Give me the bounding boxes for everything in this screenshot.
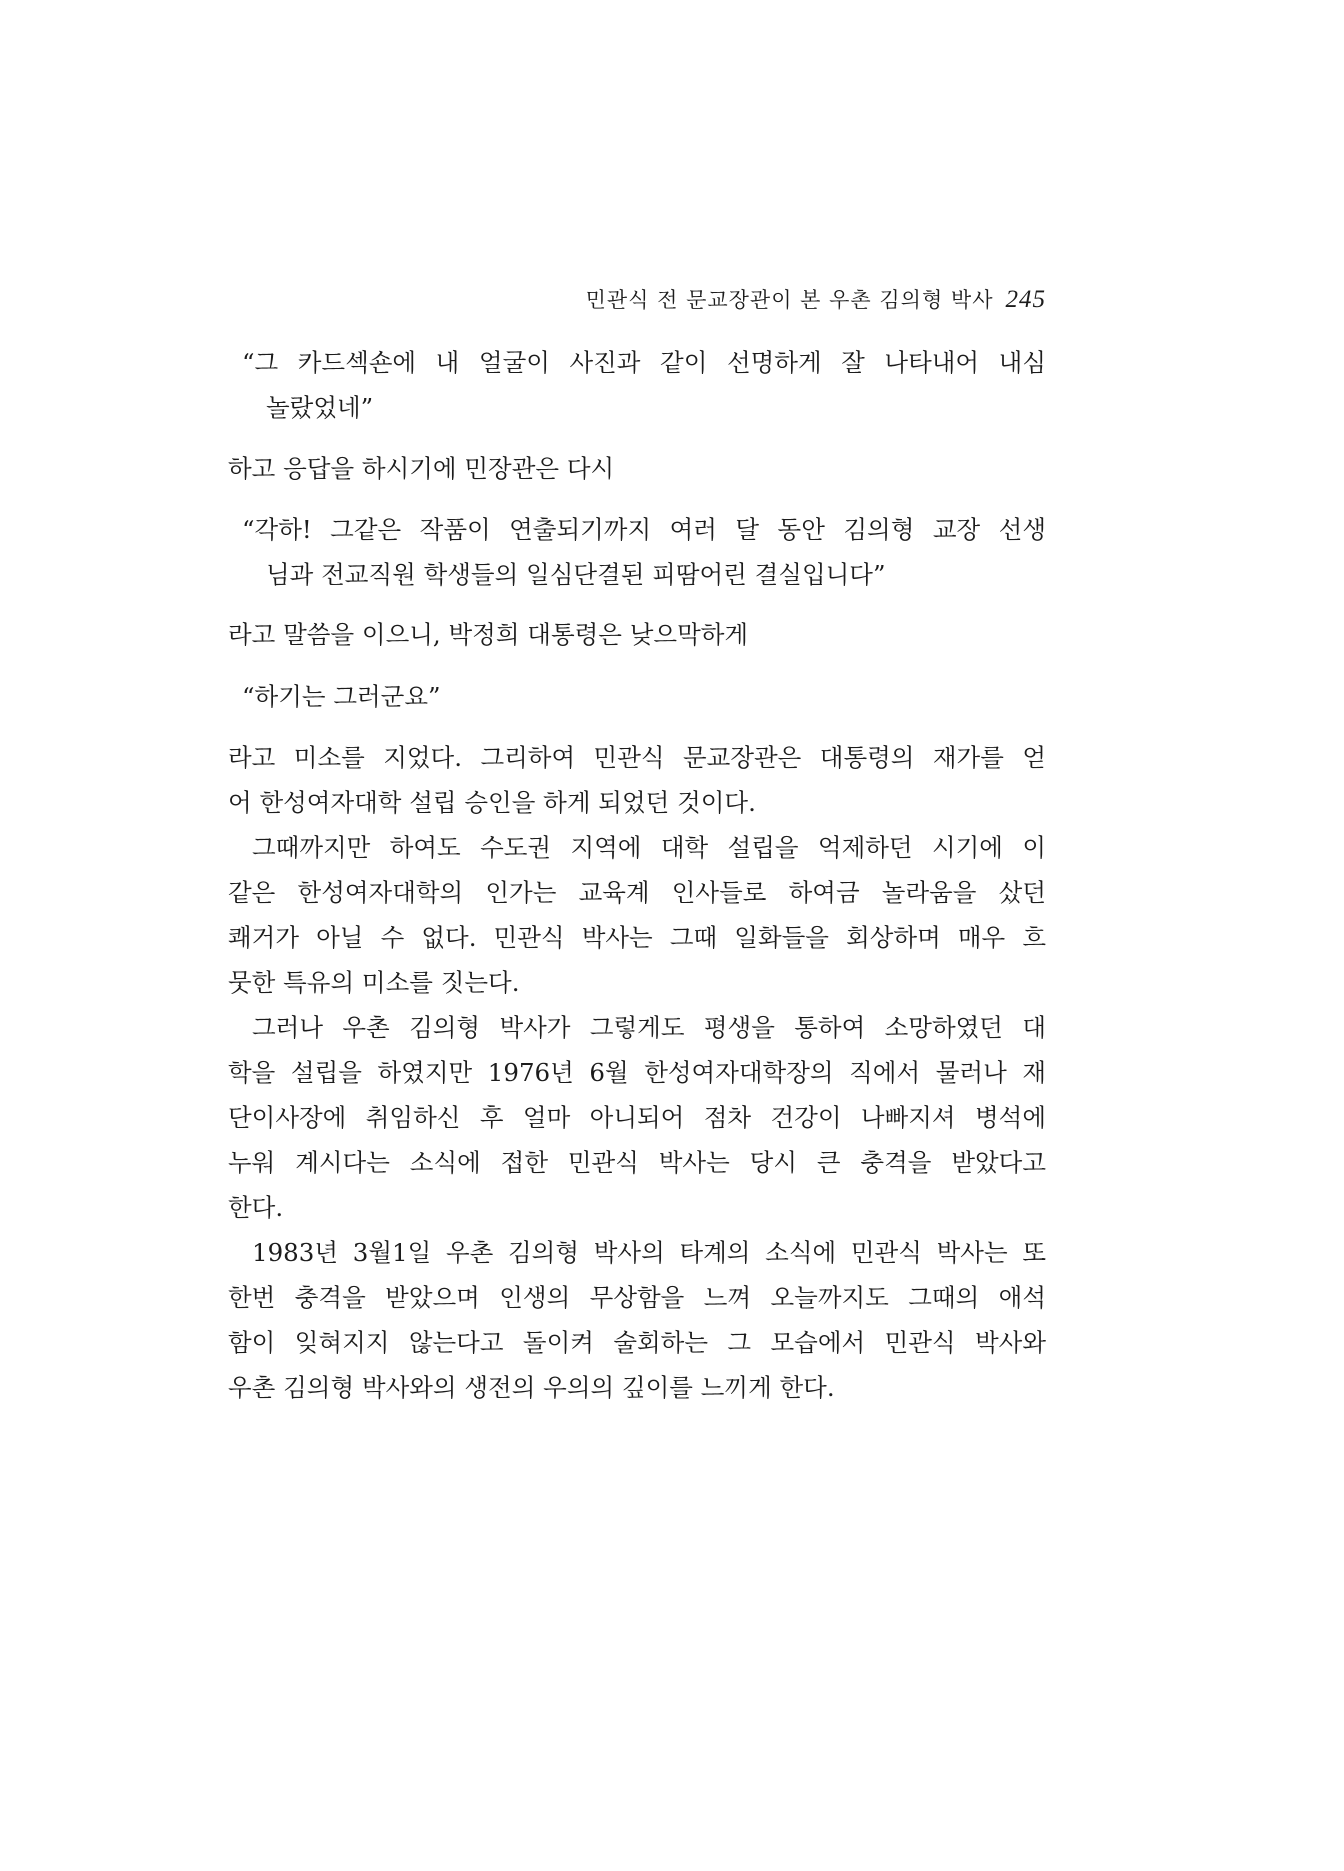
body-line: 누워 계시다는 소식에 접한 민관식 박사는 당시 큰 충격을 받았다고 xyxy=(228,1148,1046,1177)
body-line: 우촌 김의형 박사와의 생전의 우의의 깊이를 느끼게 한다. xyxy=(228,1373,835,1402)
body-line: 라고 미소를 지었다. 그리하여 민관식 문교장관은 대통령의 재가를 얻 xyxy=(228,743,1046,772)
quote-line: “하기는 그러군요” xyxy=(242,682,441,711)
quote-line: 님과 전교직원 학생들의 일심단결된 피땀어린 결실입니다” xyxy=(266,560,886,589)
quote-line: 놀랐었네” xyxy=(266,393,374,422)
running-head-title: 민관식 전 문교장관이 본 우촌 김의형 박사 xyxy=(585,288,994,312)
body-line: 학을 설립을 하였지만 1976년 6월 한성여자대학장의 직에서 물러나 재 xyxy=(228,1058,1046,1087)
body-line: 한다. xyxy=(228,1193,284,1222)
quote-line: “그 카드섹숀에 내 얼굴이 사진과 같이 선명하게 잘 나타내어 내심 xyxy=(242,348,1046,377)
quote-line: “각하! 그같은 작품이 연출되기까지 여러 달 동안 김의형 교장 선생 xyxy=(242,515,1046,544)
body-line: 쾌거가 아닐 수 없다. 민관식 박사는 그때 일화들을 회상하며 매우 흐 xyxy=(228,923,1046,952)
body-line: 그때까지만 하여도 수도권 지역에 대학 설립을 억제하던 시기에 이 xyxy=(252,833,1046,862)
body-line: 하고 응답을 하시기에 민장관은 다시 xyxy=(228,454,615,483)
body-line: 함이 잊혀지지 않는다고 돌이켜 술회하는 그 모습에서 민관식 박사와 xyxy=(228,1328,1046,1357)
body-line: 단이사장에 취임하신 후 얼마 아니되어 점차 건강이 나빠지셔 병석에 xyxy=(228,1103,1046,1132)
body-line: 뭇한 특유의 미소를 짓는다. xyxy=(228,968,520,997)
running-head xyxy=(228,284,1046,314)
body-line: 어 한성여자대학 설립 승인을 하게 되었던 것이다. xyxy=(228,788,756,817)
body-line: 1983년 3월1일 우촌 김의형 박사의 타계의 소식에 민관식 박사는 또 xyxy=(252,1238,1046,1267)
page-number: 245 xyxy=(1005,286,1046,313)
body-line: 같은 한성여자대학의 인가는 교육계 인사들로 하여금 놀라움을 샀던 xyxy=(228,878,1046,907)
body-line: 한번 충격을 받았으며 인생의 무상함을 느껴 오늘까지도 그때의 애석 xyxy=(228,1283,1046,1312)
body-line: 그러나 우촌 김의형 박사가 그렇게도 평생을 통하여 소망하였던 대 xyxy=(252,1013,1046,1042)
body-line: 라고 말씀을 이으니, 박정희 대통령은 낮으막하게 xyxy=(228,620,749,649)
